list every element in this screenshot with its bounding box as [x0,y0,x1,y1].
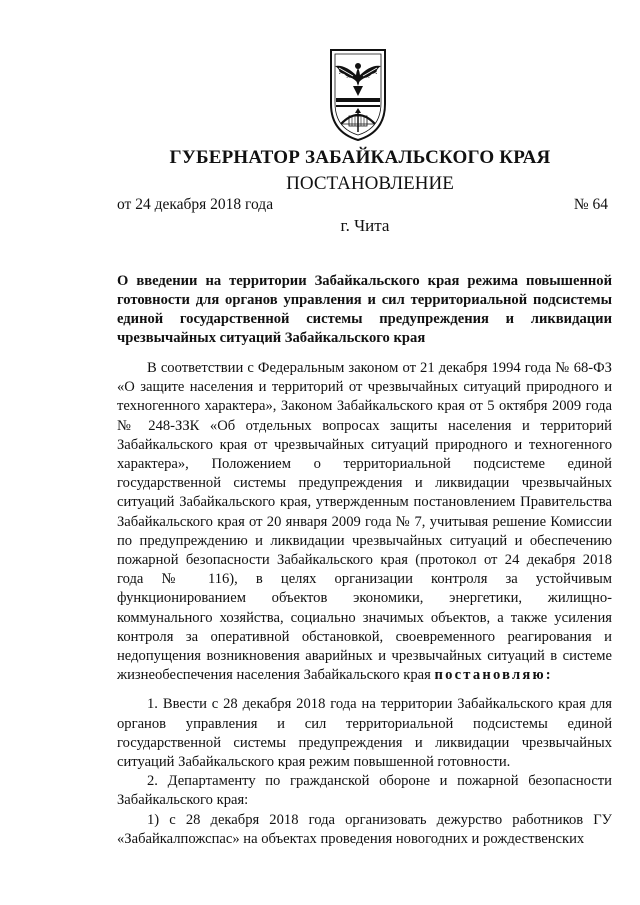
document-date: от 24 декабря 2018 года [117,196,274,213]
item-2-1-paragraph: 1) с 28 декабря 2018 года организовать дежурство работников ГУ «Забайкалпожспас» на объектах проведения новогодних и рождественских [117,811,612,847]
document-number: № 64 [573,196,608,213]
item-1-paragraph: 1. Ввести с 28 декабря 2018 года на территории Забайкальского края для органов управления и сил территориальной подсистемы единой государственной системы предупреждения и ликвидации чрезвычайных ситуаций Забайкальского края режим повышенной готовности. [117,696,612,771]
preamble-paragraph [117,359,612,685]
preamble-text: В соответствии с Федеральным законом от 21 декабря 1994 года № 68-ФЗ «О защите населения и территорий от чрезвычайных ситуаций природного и техногенного характера», Законом Забайкальского края от 5 октября 2009 года № 248-ЗЗК «Об отдельных вопросах защиты населения и территорий Забайкальского края от чрезвычайных ситуаций природного и техногенного характера», Положением о территориальной подсистеме единой государственной системы предупреждения и ликвидации чрезвычайных ситуаций Забайкальского края, утвержденным постановлением Правительства Забайкальского края от 20 января 2009 года № 7, учитывая решение Комиссии по предупреждению и ликвидации чрезвычайных ситуаций и обеспечению пожарной безопасности Забайкальского края (протокол от 24 декабря 2018 года № 116), в целях организации контроля за устойчивым функционированием объектов экономики, энергетики, жилищно-коммунального хозяйства, социально значимых объектов, а также усиления контроля за оперативной обстановкой, своевременного реагирования и недопущения возникновения аварийных и чрезвычайных ситуаций в системе жизнеобеспечения населения Забайкальского края [117,360,612,684]
coat-of-arms-emblem [327,46,389,142]
document-body [117,359,612,849]
document-city: г. Чита [340,216,390,235]
decree-word: постановляю: [434,667,553,684]
document-title: О введении на территории Забайкальского края режима повышенной готовности для органов управления и сил территориальной подсистемы единой государственной системы предупреждения и ликвидации чрезвычайных ситуаций Забайкальского края [117,273,612,346]
document-type-heading: ПОСТАНОВЛЕНИЕ [286,173,454,194]
authority-heading: ГУБЕРНАТОР ЗАБАЙКАЛЬСКОГО КРАЯ [169,147,551,168]
item-2-paragraph: 2. Департаменту по гражданской обороне и пожарной безопасности Забайкальского края: [117,773,612,809]
